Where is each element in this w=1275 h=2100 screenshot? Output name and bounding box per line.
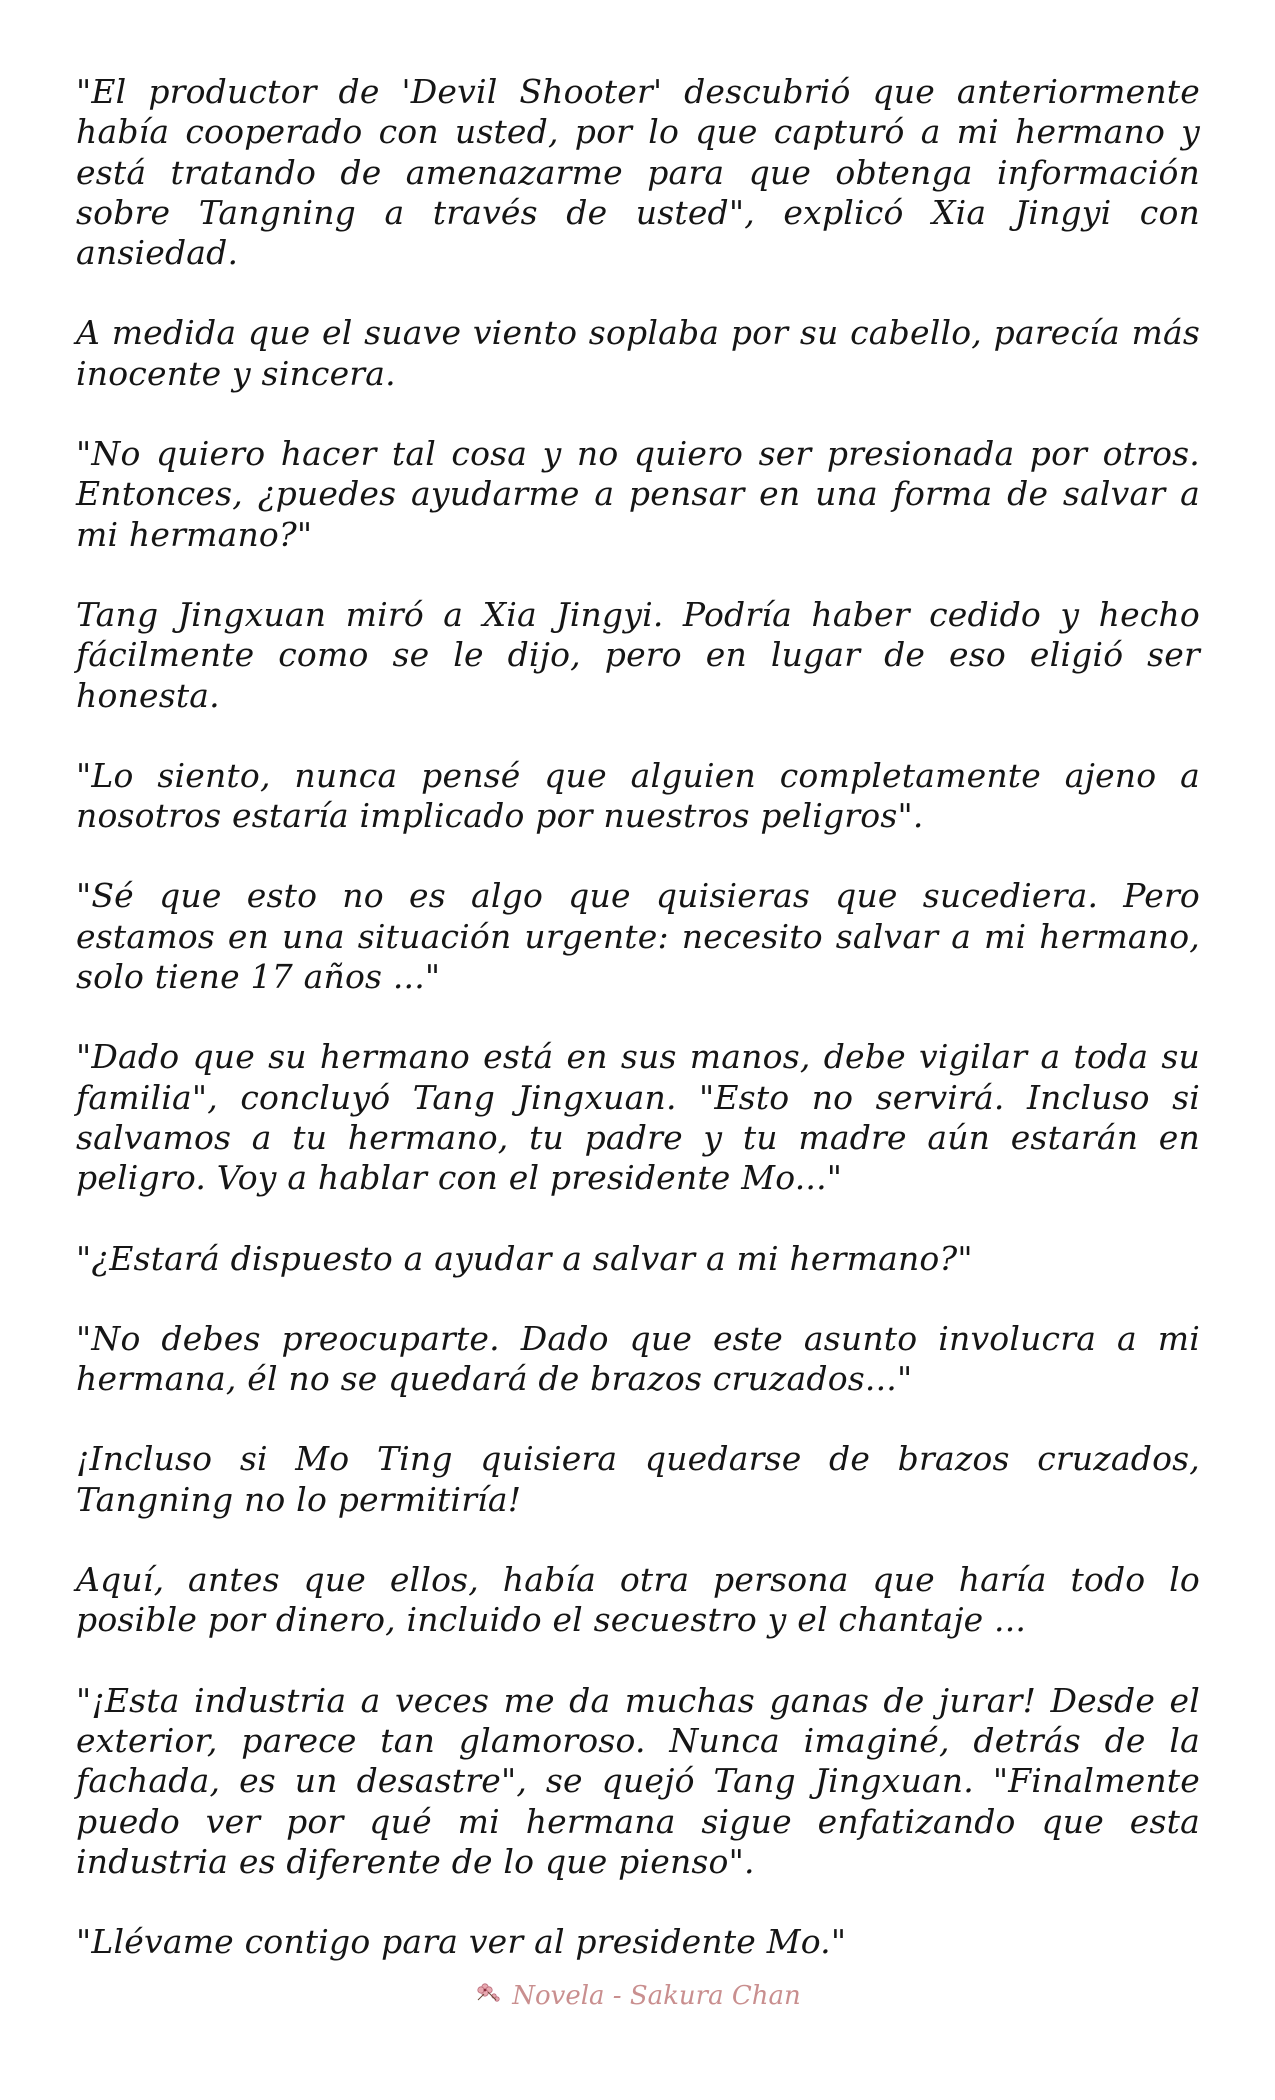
paragraph: "El productor de 'Devil Shooter' descubrió que anteriormente había cooperado con usted, por lo que capturó a mi hermano y está tratando de amenazarme para que obtenga información sobre Tangning a través de usted", explicó Xia Jingyi con ansiedad. — [76, 72, 1200, 273]
paragraph: "Llévame contigo para ver al presidente Mo." — [76, 1922, 847, 1962]
document-body — [76, 72, 1200, 2002]
watermark-text: Novela - Sakura Chan — [512, 1981, 801, 2011]
paragraph: "Sé que esto no es algo que quisieras que sucediera. Pero estamos en una situación urgente: necesito salvar a mi hermano, solo tiene 17 años ..." — [76, 876, 1200, 997]
watermark — [0, 1978, 1275, 2011]
paragraph: "Lo siento, nunca pensé que alguien completamente ajeno a nosotros estaría implicado por nuestros peligros". — [76, 755, 1200, 836]
paragraph: Aquí, antes que ellos, había otra persona que haría todo lo posible por dinero, incluido el secuestro y el chantaje ... — [76, 1560, 1200, 1640]
paragraph: "Dado que su hermano está en sus manos, debe vigilar a toda su familia", concluyó Tang Jingxuan. "Esto no servirá. Incluso si salvamos a tu hermano, tu padre y tu madre aún estarán en peligro. Voy a hablar con el presidente Mo..." — [76, 1037, 1200, 1198]
paragraph: "¿Estará dispuesto a ayudar a salvar a mi hermano?" — [76, 1238, 973, 1278]
paragraph: "No debes preocuparte. Dado que este asunto involucra a mi hermana, él no se quedará de brazos cruzados..." — [76, 1318, 1200, 1399]
paragraph: "¡Esta industria a veces me da muchas ganas de jurar! Desde el exterior, parece tan glamoroso. Nunca imaginé, detrás de la fachada, es un desastre", se quejó Tang Jingxuan. "Finalmente puedo ver por qué mi hermana sigue enfatizando que esta industria es diferente de lo que pienso". — [76, 1680, 1200, 1881]
paragraph: "No quiero hacer tal cosa y no quiero ser presionada por otros. Entonces, ¿puedes ayudarme a pensar en una forma de salvar a mi hermano?" — [76, 434, 1200, 554]
cherry-blossom-icon — [474, 1978, 504, 2008]
paragraph: A medida que el suave viento soplaba por su cabello, parecía más inocente y sincera. — [76, 313, 1200, 393]
paragraph: Tang Jingxuan miró a Xia Jingyi. Podría haber cedido y hecho fácilmente como se le dijo, pero en lugar de eso eligió ser honesta. — [76, 594, 1200, 715]
paragraph: ¡Incluso si Mo Ting quisiera quedarse de brazos cruzados, Tangning no lo permitiría! — [76, 1439, 1200, 1519]
